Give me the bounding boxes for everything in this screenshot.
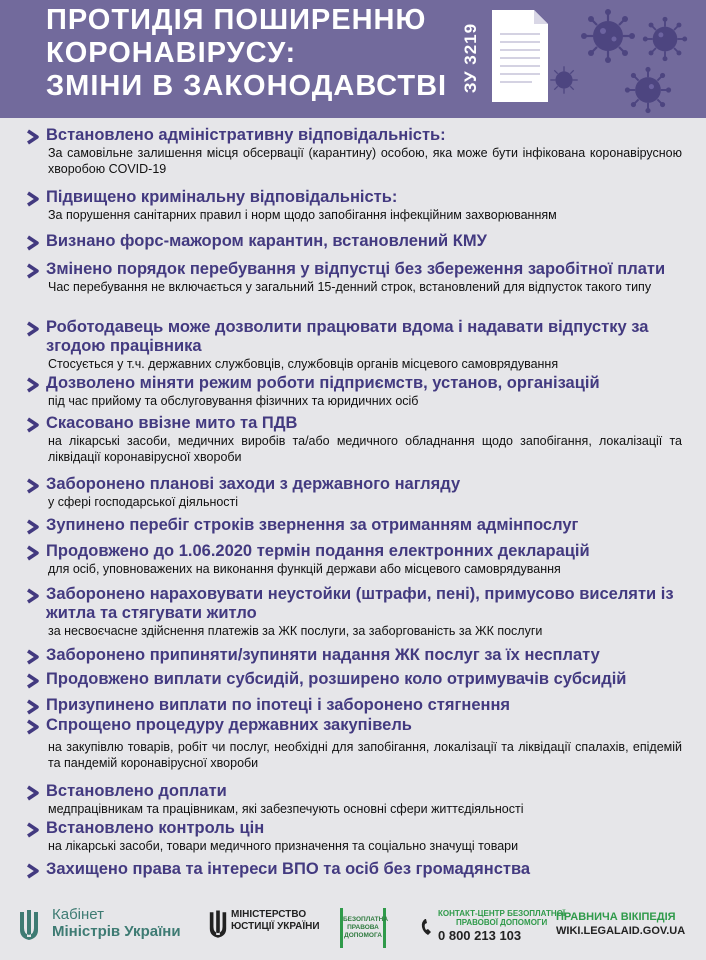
document-icon <box>492 10 548 102</box>
list-item <box>26 188 682 223</box>
list-item <box>26 542 682 577</box>
item-description: Час перебування не включається у загальний 15-денний строк, встановлений для відпусток такого типу <box>48 280 652 294</box>
item-heading: Підвищено кримінальну відповідальність: <box>46 188 398 206</box>
list-item <box>26 696 682 715</box>
chevron-right-icon <box>26 478 40 494</box>
list-item <box>26 126 682 177</box>
list-item <box>26 232 682 251</box>
chevron-right-icon <box>26 699 40 715</box>
item-description: Стосується у т.ч. державних службовців, службовців органів місцевого самоврядування <box>48 357 559 371</box>
list-item <box>26 670 682 689</box>
item-description: медпрацівникам та працівникам, які забезпечують основні сфери життєдіяльності <box>48 802 524 816</box>
list-item <box>26 516 682 535</box>
item-heading: Продовжено до 1.06.2020 термін подання електронних декларацій <box>46 542 590 560</box>
item-description: За самовільне залишення місця обсервації (карантину) особою, яка може бути інфікована коронавірусною хворобою COVID-19 <box>48 146 682 176</box>
chevron-right-icon <box>26 863 40 879</box>
list-item <box>26 414 682 465</box>
item-heading: Скасовано ввізне мито та ПДВ <box>46 414 298 432</box>
item-description: під час прийому та обслуговування фізичних та юридичних осіб <box>48 394 419 408</box>
item-heading: Призупинено виплати по іпотеці і заборонено стягнення <box>46 696 511 714</box>
chevron-right-icon <box>26 822 40 838</box>
item-heading: Спрощено процедуру державних закупівель <box>46 716 412 734</box>
item-heading: Продовжено виплати субсидій, розширено коло отримувачів субсидій <box>46 670 627 688</box>
item-description: на закупівлю товарів, робіт чи послуг, необхідні для запобігання, локалізації та ліквідації спалахів, епідемій та пандемій коронавірусної хвороби <box>48 740 682 770</box>
chevron-right-icon <box>26 191 40 207</box>
legal-wiki: ПРАВНИЧА ВІКІПЕДІЯ WIKI.LEGALAID.GOV.UA <box>556 911 686 937</box>
amendments-list <box>0 118 706 898</box>
chevron-right-icon <box>26 649 40 665</box>
list-item <box>26 716 682 771</box>
hotline-number: 0 800 213 103 <box>438 928 522 943</box>
item-heading: Зупинено перебіг строків звернення за отриманням адмінпослуг <box>46 516 579 534</box>
item-description: За порушення санітарних правил і норм щодо запобігання інфекційним захворюванням <box>48 208 557 222</box>
ministry-logo-text: МІНІСТЕРСТВО ЮСТИЦІЇ УКРАЇНИ <box>231 909 320 932</box>
item-description: у сфері господарської діяльності <box>48 495 239 509</box>
chevron-right-icon <box>26 321 40 337</box>
item-heading: Заборонено планові заходи з державного нагляду <box>46 475 461 493</box>
item-description: за несвоєчасне здійснення платежів за ЖК послуги, за заборгованість за ЖК послуги <box>48 624 543 638</box>
chevron-right-icon <box>26 673 40 689</box>
trident-icon <box>208 910 228 940</box>
virus-icon <box>624 66 672 114</box>
law-number-label: ЗУ 3219 <box>461 22 480 94</box>
phone-icon <box>421 918 435 936</box>
list-item <box>26 860 682 879</box>
footer-logos <box>0 898 706 960</box>
list-item <box>26 585 682 639</box>
chevron-right-icon <box>26 263 40 279</box>
list-item <box>26 475 682 510</box>
item-heading: Змінено порядок перебування у відпустці без збереження заробітної плати <box>46 260 666 278</box>
chevron-right-icon <box>26 377 40 393</box>
item-description: на лікарські засоби, товари медичного призначення та соціально значущі товари <box>48 839 519 853</box>
contact-center: КОНТАКТ-ЦЕНТР БЕЗОПЛАТНОЇ ПРАВОВОЇ ДОПОМОГИ 0 800 213 103 <box>438 909 566 943</box>
list-item <box>26 318 682 372</box>
item-description: для осіб, уповноважених на виконання функцій держави або місцевого самоврядування <box>48 562 561 576</box>
item-heading: Роботодавець може дозволити працювати вдома і надавати відпустку за згодою працівника <box>46 318 649 355</box>
header-banner <box>0 0 706 118</box>
legal-aid-logo: БЕЗОПЛАТНА ПРАВОВА ДОПОМОГА <box>340 908 386 948</box>
chevron-right-icon <box>26 785 40 801</box>
item-heading: Визнано форс-мажором карантин, встановлений КМУ <box>46 232 487 250</box>
trident-icon <box>18 910 40 942</box>
chevron-right-icon <box>26 545 40 561</box>
page-title: ПРОТИДІЯ ПОШИРЕННЮ КОРОНАВІРУСУ: ЗМІНИ В ЗАКОНОДАВСТВІ <box>46 4 448 102</box>
virus-icon <box>580 8 636 64</box>
item-heading: Встановлено доплати <box>46 782 227 800</box>
list-item <box>26 782 682 817</box>
chevron-right-icon <box>26 519 40 535</box>
item-heading: Захищено права та інтереси ВПО та осіб без громадянства <box>46 860 531 878</box>
item-heading: Встановлено контроль цін <box>46 819 265 837</box>
item-heading: Заборонено припиняти/зупиняти надання ЖК послуг за їх несплату <box>46 646 600 664</box>
item-heading: Дозволено міняти режим роботи підприємств, установ, організацій <box>46 374 600 392</box>
wiki-link[interactable]: WIKI.LEGALAID.GOV.UA <box>556 925 686 937</box>
chevron-right-icon <box>26 235 40 251</box>
virus-icon <box>548 64 580 96</box>
chevron-right-icon <box>26 417 40 433</box>
item-heading: Встановлено адміністративну відповідальність: <box>46 126 446 144</box>
list-item <box>26 819 682 854</box>
list-item <box>26 260 682 295</box>
chevron-right-icon <box>26 588 40 604</box>
list-item <box>26 374 682 409</box>
cabinet-logo-text: Кабінет Міністрів України <box>52 906 181 940</box>
chevron-right-icon <box>26 719 40 735</box>
item-heading: Заборонено нараховувати неустойки (штрафи, пені), примусово виселяти із житла та стягувати житло <box>46 585 674 622</box>
list-item <box>26 646 682 665</box>
virus-icon <box>642 16 688 62</box>
chevron-right-icon <box>26 129 40 145</box>
item-description: на лікарські засоби, медичних виробів та/або медичного обладнання щодо запобігання, локалізації та ліквідації коронавірусної хвороби <box>48 434 682 464</box>
